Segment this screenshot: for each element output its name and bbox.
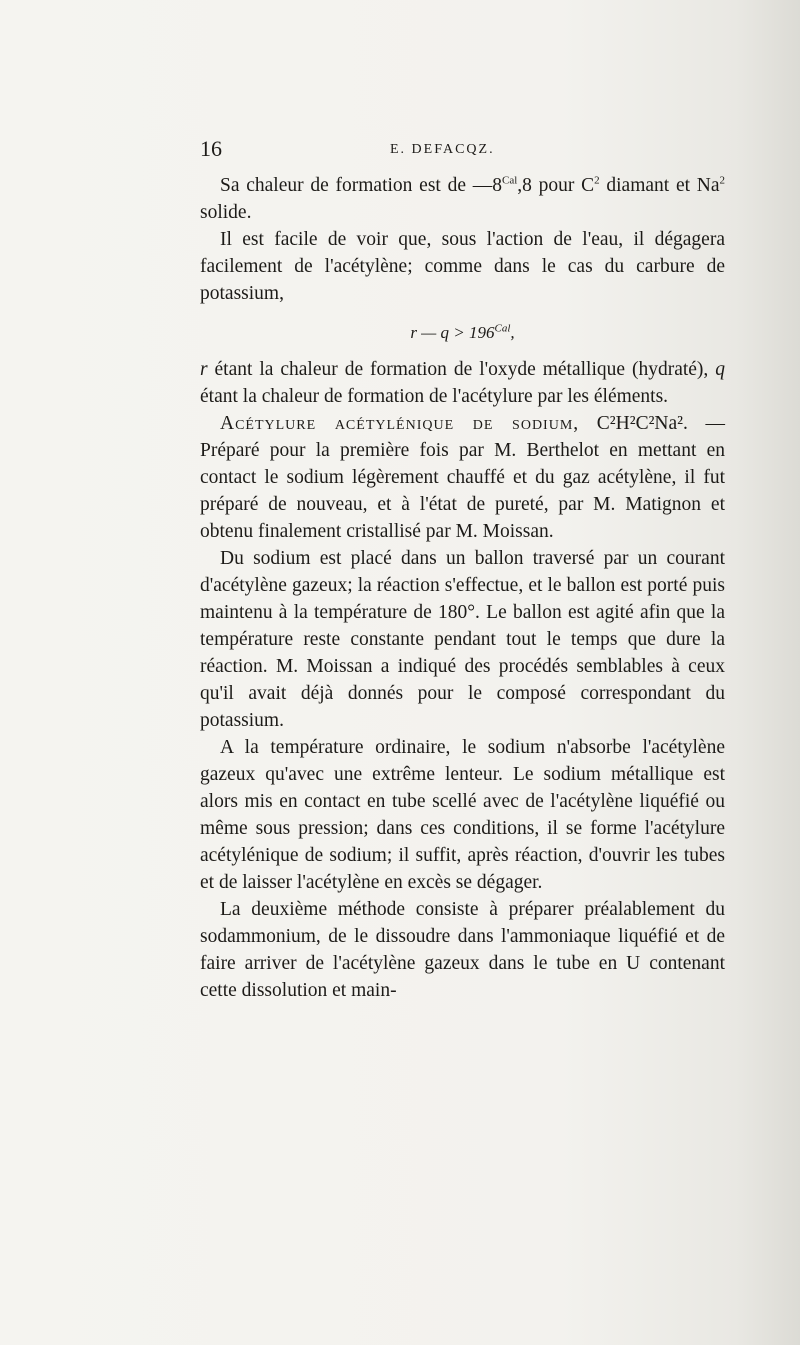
paragraph-ordinary-temperature: A la température ordinaire, le sodium n'absorbe l'acétylène gazeux qu'avec une extrême lenteur. Le sodium métallique est alors mis en contact en tube scellé avec de l'acétylène liquéfié ou même sous pression; dans ces conditions, il se forme l'acétylure acétylénique de sodium; il suffit, après réaction, d'ouvrir les tubes et de laisser l'acétylène en excès se dégager. <box>200 737 725 893</box>
page-number: 16 <box>200 136 222 161</box>
paragraph-heat-of-formation: Sa chaleur de formation est de $—8^{Cal},8$ pour $C^2$ diamant et Na$^2$ solide. <box>200 174 726 223</box>
paragraph-definitions: r étant la chaleur de formation de l'oxyde métallique (hydraté), q étant la chaleur de formation de l'acétylure par les éléments. <box>200 359 725 407</box>
body-text <box>200 172 725 1004</box>
section-heading: Acétylure acétylénique de sodium, <box>220 413 580 434</box>
paragraph-balloon-method: Du sodium est placé dans un ballon traversé par un courant d'acétylène gazeux; la réaction s'effectue, et le ballon est porté puis maintenu à la température de 180°. Le ballon est agité afin que la température reste constante pendant tout le temps que dure la réaction. M. Moissan a indiqué des procédés semblables à ceux qu'il avait déjà donnés pour le composé correspondant du potassium. <box>200 548 725 731</box>
formula-inequality: r — $q > 196^{Cal}$, <box>410 322 515 342</box>
running-head: E. DEFACQZ. <box>390 142 495 157</box>
paragraph-water-action: Il est facile de voir que, sous l'action de l'eau, il dégagera facilement de l'acétylène; comme dans le cas du carbure de potassium, <box>200 229 725 304</box>
page-header <box>200 136 730 162</box>
chemical-formula: C²H²C²Na². <box>596 413 688 434</box>
paragraph-second-method: La deuxième méthode consiste à préparer préalablement du sodammonium, de le dissoudre dans l'ammoniaque liquéfié et de faire arriver de l'acétylène gazeux dans le tube en U contenant cette dissolution et main- <box>200 899 725 1001</box>
paragraph-sodium-acetylide: Acétylure acétylénique de sodium, C²H²C²Na². — Préparé pour la première fois par M. Berthelot en mettant en contact le sodium légèrement chauffé et du gaz acétylène, il fut préparé de nouveau, et à l'état de pureté, par M. Matignon et obtenu finalement cristallisé par M. Moissan. <box>200 413 726 542</box>
